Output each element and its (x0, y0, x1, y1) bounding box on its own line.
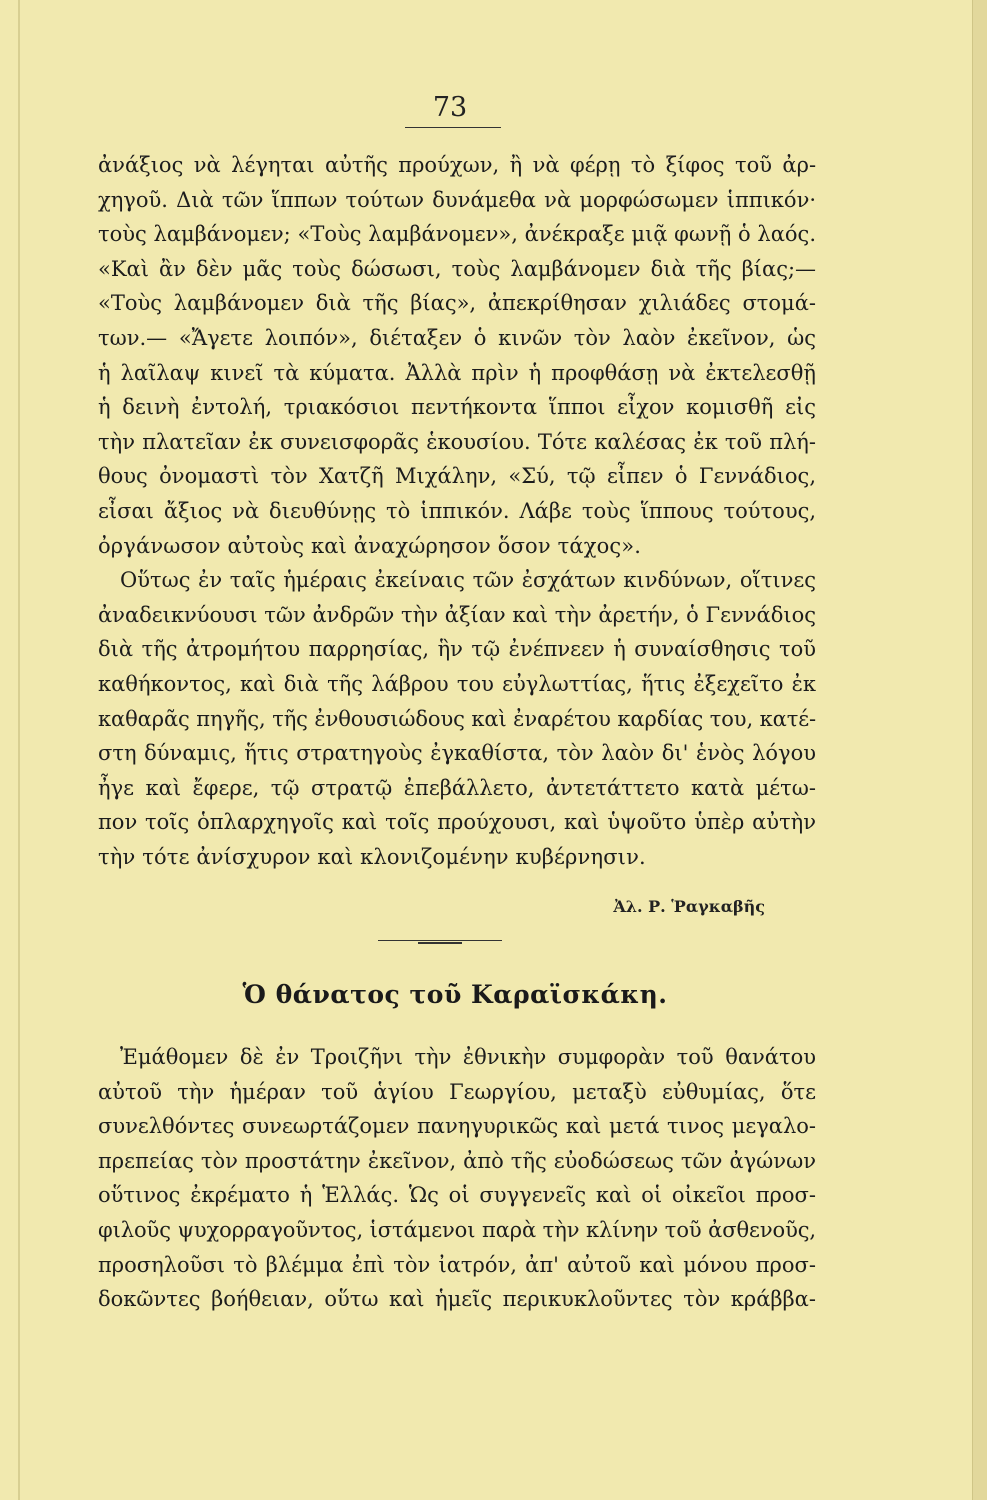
page-number: 73 (432, 92, 468, 123)
text-line: οὕτινος ἐκρέματο ἡ Ἑλλάς. Ὡς οἱ συγγενεῖς καὶ οἱ οἰκεῖοι προσ- (98, 1183, 816, 1208)
section-divider-ornament (378, 938, 502, 946)
page-gutter-edge (18, 0, 20, 1500)
text-line: χηγοῦ. Διὰ τῶν ἵππων τούτων δυνάμεθα νὰ μορφώσωμεν ἱππικόν· (98, 187, 816, 212)
text-line: τὴν τότε ἀνίσχυρον καὶ κλονιζομένην κυβέρνησιν. (98, 844, 646, 869)
text-line: καθαρᾶς πηγῆς, τῆς ἐνθουσιώδους καὶ ἐναρέτου καρδίας του, κατέ- (98, 706, 816, 731)
text-line: προσηλοῦσι τὸ βλέμμα ἐπὶ τὸν ἰατρόν, ἀπ' αὐτοῦ καὶ μόνου προσ- (98, 1252, 816, 1277)
text-line: ἀναδεικνύουσι τῶν ἀνδρῶν τὴν ἀξίαν καὶ τὴν ἀρετήν, ὁ Γεννάδιος (98, 602, 816, 627)
text-line: πρεπείας τὸν προστάτην ἐκεῖνον, ἀπὸ τῆς εὐοδώσεως τῶν ἀγώνων (98, 1148, 816, 1173)
page-right-edge (972, 0, 987, 1500)
text-line: στη δύναμις, ἥτις στρατηγοὺς ἐγκαθίστα, τὸν λαὸν δι' ἑνὸς λόγου (98, 741, 816, 766)
text-line: δοκῶντες βοήθειαν, οὕτω καὶ ἡμεῖς περικυκλοῦντες τὸν κράββα- (98, 1287, 816, 1312)
text-block-top (98, 148, 816, 874)
text-line: καθήκοντος, καὶ διὰ τῆς λάβρου του εὐγλωττίας, ἥτις ἐξεχεῖτο ἐκ (98, 671, 816, 696)
text-line: «Τοὺς λαμβάνομεν διὰ τῆς βίας», ἀπεκρίθησαν χιλιάδες στομά- (98, 291, 816, 316)
text-block-bottom (98, 1040, 816, 1317)
text-line: αὐτοῦ τὴν ἡμέραν τοῦ ἁγίου Γεωργίου, μεταξὺ εὐθυμίας, ὅτε (98, 1079, 816, 1104)
text-line: «Καὶ ἂν δὲν μᾶς τοὺς δώσωσι, τοὺς λαμβάνομεν διὰ τῆς βίας;— (98, 256, 816, 281)
text-line: ἡ δεινὴ ἐντολή, τριακόσιοι πεντήκοντα ἵπποι εἶχον κομισθῆ εἰς (98, 395, 816, 420)
text-line: ἦγε καὶ ἔφερε, τῷ στρατῷ ἐπεβάλλετο, ἀντετάττετο κατὰ μέτω- (98, 775, 816, 800)
text-line: τοὺς λαμβάνομεν; «Τοὺς λαμβάνομεν», ἀνέκραξε μιᾷ φωνῇ ὁ λαός. (98, 222, 816, 247)
text-line: των.— «Ἄγετε λοιπόν», διέταξεν ὁ κινῶν τὸν λαὸν ἐκεῖνον, ὡς (98, 325, 816, 350)
text-line: θους ὀνομαστὶ τὸν Χατζῆ Μιχάλην, «Σύ, τῷ εἶπεν ὁ Γεννάδιος, (98, 464, 816, 489)
text-line: Οὕτως ἐν ταῖς ἡμέραις ἐκείναις τῶν ἐσχάτων κινδύνων, οἵτινες (120, 568, 816, 593)
text-line: ἀνάξιος νὰ λέγηται αὐτῆς προύχων, ἢ νὰ φέρῃ τὸ ξίφος τοῦ ἀρ- (98, 153, 816, 177)
text-line: Ἐμάθομεν δὲ ἐν Τροιζῆνι τὴν ἐθνικὴν συμφορὰν τοῦ θανάτου (120, 1045, 816, 1069)
section-title: Ὁ θάνατος τοῦ Καραϊσκάκη. (242, 980, 668, 1009)
text-line: ὀργάνωσον αὐτοὺς καὶ ἀναχώρησον ὅσον τάχος». (98, 533, 642, 558)
text-line: διὰ τῆς ἀτρομήτου παρρησίας, ἣν τῷ ἐνέπνεεν ἡ συναίσθησις τοῦ (98, 637, 816, 662)
text-line: τὴν πλατεῖαν ἐκ συνεισφορᾶς ἑκουσίου. Τότε καλέσας ἐκ τοῦ πλή- (98, 429, 816, 454)
text-line: φιλοῦς ψυχορραγοῦντος, ἱστάμενοι παρὰ τὴν κλίνην τοῦ ἀσθενοῦς, (98, 1217, 816, 1242)
author-signature: Ἀλ. Ρ. Ῥαγκαβῆς (613, 897, 765, 916)
text-line: ἡ λαῖλαψ κινεῖ τὰ κύματα. Ἀλλὰ πρὶν ἡ προφθάσῃ νὰ ἐκτελεσθῇ (98, 360, 816, 385)
page-number-rule (405, 127, 501, 128)
text-line: συνελθόντες συνεωρτάζομεν πανηγυρικῶς καὶ μετά τινος μεγαλο- (98, 1114, 816, 1139)
text-line: εἶσαι ἄξιος νὰ διευθύνῃς τὸ ἱππικόν. Λάβε τοὺς ἵππους τούτους, (98, 498, 816, 523)
text-line: πον τοῖς ὁπλαρχηγοῖς καὶ τοῖς προύχουσι, καὶ ὑψοῦτο ὑπὲρ αὐτὴν (98, 810, 816, 835)
